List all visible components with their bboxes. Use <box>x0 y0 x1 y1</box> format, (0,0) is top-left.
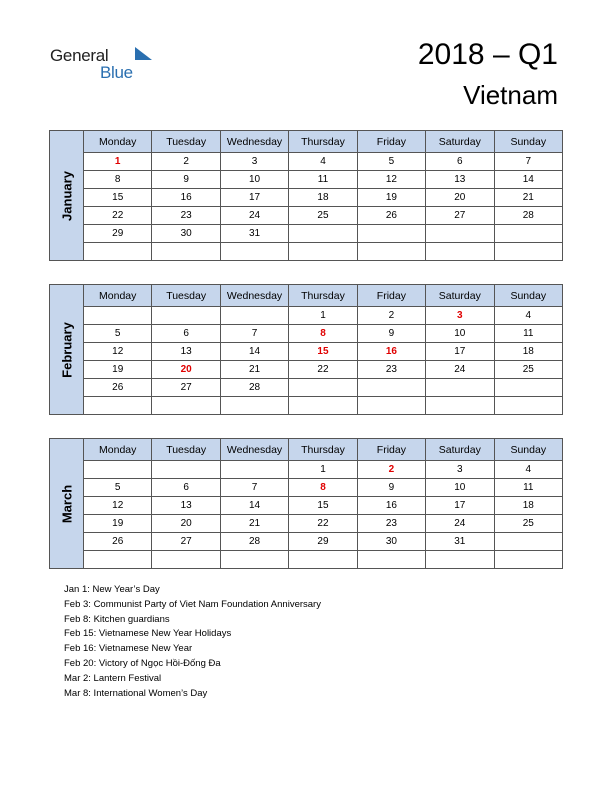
weekday-header: Saturday <box>426 131 494 153</box>
day-cell <box>494 243 562 261</box>
day-cell: 3 <box>426 307 494 325</box>
month-name: February <box>59 321 74 378</box>
day-cell <box>426 225 494 243</box>
day-cell: 27 <box>152 533 220 551</box>
month-label-cell <box>50 439 84 569</box>
day-cell: 27 <box>426 207 494 225</box>
day-cell: 1 <box>289 307 357 325</box>
day-cell: 13 <box>152 497 220 515</box>
day-cell: 4 <box>494 461 562 479</box>
day-cell: 18 <box>289 189 357 207</box>
day-cell: 13 <box>426 171 494 189</box>
day-cell: 11 <box>494 325 562 343</box>
day-cell: 3 <box>426 461 494 479</box>
page-title: 2018 – Q1 <box>417 38 558 71</box>
day-cell: 9 <box>357 479 425 497</box>
day-cell: 25 <box>289 207 357 225</box>
day-cell: 24 <box>426 515 494 533</box>
holiday-note: Feb 3: Communist Party of Viet Nam Foundation Anniversary <box>64 598 321 610</box>
day-cell: 28 <box>220 533 288 551</box>
week-row <box>50 515 563 533</box>
week-row <box>50 307 563 325</box>
day-cell <box>357 379 425 397</box>
week-row <box>50 479 563 497</box>
day-cell <box>220 397 288 415</box>
day-cell: 8 <box>289 325 357 343</box>
day-cell: 27 <box>152 379 220 397</box>
day-cell <box>426 243 494 261</box>
day-cell <box>152 397 220 415</box>
weekday-header: Saturday <box>426 285 494 307</box>
day-cell: 20 <box>152 361 220 379</box>
day-cell: 22 <box>289 515 357 533</box>
day-cell: 1 <box>289 461 357 479</box>
day-cell: 9 <box>152 171 220 189</box>
day-cell: 26 <box>357 207 425 225</box>
day-cell: 12 <box>84 343 152 361</box>
month-calendar-february <box>49 284 563 415</box>
day-cell: 20 <box>426 189 494 207</box>
day-cell: 9 <box>357 325 425 343</box>
weekday-header: Wednesday <box>220 131 288 153</box>
day-cell: 8 <box>84 171 152 189</box>
day-cell: 6 <box>152 325 220 343</box>
day-cell <box>84 461 152 479</box>
week-row <box>50 171 563 189</box>
day-cell: 2 <box>357 307 425 325</box>
week-row <box>50 343 563 361</box>
day-cell: 15 <box>289 497 357 515</box>
country-name: Vietnam <box>463 80 558 110</box>
day-cell: 5 <box>84 325 152 343</box>
day-cell: 26 <box>84 533 152 551</box>
day-cell: 1 <box>84 153 152 171</box>
brand-logo <box>50 44 150 84</box>
month-name: March <box>59 484 74 523</box>
month-label-cell <box>50 131 84 261</box>
day-cell: 5 <box>357 153 425 171</box>
calendar-table <box>49 438 563 569</box>
day-cell: 19 <box>84 515 152 533</box>
day-cell: 26 <box>84 379 152 397</box>
day-cell <box>426 379 494 397</box>
day-cell <box>152 243 220 261</box>
day-cell: 3 <box>220 153 288 171</box>
day-cell: 5 <box>84 479 152 497</box>
logo-blue-text: Blue <box>100 63 133 82</box>
day-cell: 16 <box>357 497 425 515</box>
calendar-table <box>49 284 563 415</box>
day-cell: 30 <box>357 533 425 551</box>
day-cell: 10 <box>426 325 494 343</box>
month-calendar-march <box>49 438 563 569</box>
day-cell: 22 <box>289 361 357 379</box>
week-row <box>50 397 563 415</box>
month-label-cell <box>50 285 84 415</box>
holiday-note: Feb 16: Vietnamese New Year <box>64 643 193 655</box>
holiday-note: Feb 20: Victory of Ngọc Hồi-Đống Đa <box>64 657 221 669</box>
weekday-header: Thursday <box>289 439 357 461</box>
week-row <box>50 207 563 225</box>
week-row <box>50 243 563 261</box>
day-cell: 10 <box>220 171 288 189</box>
calendar-table <box>49 130 563 261</box>
day-cell: 21 <box>220 361 288 379</box>
day-cell <box>494 551 562 569</box>
weekday-header-row <box>50 439 563 461</box>
day-cell: 23 <box>152 207 220 225</box>
day-cell: 29 <box>289 533 357 551</box>
day-cell <box>494 533 562 551</box>
day-cell: 12 <box>84 497 152 515</box>
day-cell <box>152 307 220 325</box>
day-cell: 25 <box>494 515 562 533</box>
day-cell <box>152 461 220 479</box>
day-cell <box>220 243 288 261</box>
logo-general-text: General <box>50 46 109 65</box>
day-cell: 31 <box>426 533 494 551</box>
day-cell: 15 <box>84 189 152 207</box>
day-cell: 28 <box>494 207 562 225</box>
holiday-note: Jan 1: New Year’s Day <box>64 584 160 595</box>
day-cell <box>494 397 562 415</box>
holiday-note: Mar 2: Lantern Festival <box>64 672 162 684</box>
day-cell <box>494 225 562 243</box>
day-cell: 31 <box>220 225 288 243</box>
day-cell <box>220 461 288 479</box>
day-cell <box>84 243 152 261</box>
day-cell: 14 <box>220 497 288 515</box>
week-row <box>50 497 563 515</box>
day-cell <box>152 551 220 569</box>
holiday-note: Feb 15: Vietnamese New Year Holidays <box>64 628 232 640</box>
day-cell: 24 <box>220 207 288 225</box>
day-cell <box>357 225 425 243</box>
weekday-header: Sunday <box>494 131 562 153</box>
week-row <box>50 461 563 479</box>
weekday-header: Tuesday <box>152 439 220 461</box>
weekday-header-row <box>50 131 563 153</box>
week-row <box>50 225 563 243</box>
day-cell: 13 <box>152 343 220 361</box>
day-cell: 17 <box>426 497 494 515</box>
day-cell: 10 <box>426 479 494 497</box>
weekday-header: Thursday <box>289 131 357 153</box>
day-cell <box>357 243 425 261</box>
day-cell: 22 <box>84 207 152 225</box>
logo-flag-icon <box>135 47 152 60</box>
day-cell <box>289 397 357 415</box>
week-row <box>50 361 563 379</box>
day-cell <box>289 551 357 569</box>
day-cell <box>84 307 152 325</box>
day-cell <box>289 225 357 243</box>
day-cell: 30 <box>152 225 220 243</box>
day-cell: 29 <box>84 225 152 243</box>
weekday-header: Wednesday <box>220 439 288 461</box>
day-cell: 16 <box>152 189 220 207</box>
weekday-header: Tuesday <box>152 285 220 307</box>
day-cell <box>289 379 357 397</box>
week-row <box>50 551 563 569</box>
month-name: January <box>59 170 74 221</box>
week-row <box>50 533 563 551</box>
day-cell: 19 <box>84 361 152 379</box>
day-cell <box>426 551 494 569</box>
month-calendar-january <box>49 130 563 261</box>
day-cell: 8 <box>289 479 357 497</box>
day-cell: 23 <box>357 361 425 379</box>
day-cell: 17 <box>220 189 288 207</box>
weekday-header: Thursday <box>289 285 357 307</box>
weekday-header: Friday <box>357 439 425 461</box>
day-cell: 4 <box>494 307 562 325</box>
day-cell: 21 <box>494 189 562 207</box>
day-cell: 7 <box>220 325 288 343</box>
day-cell: 25 <box>494 361 562 379</box>
day-cell: 18 <box>494 343 562 361</box>
day-cell: 7 <box>220 479 288 497</box>
weekday-header: Friday <box>357 285 425 307</box>
day-cell: 16 <box>357 343 425 361</box>
day-cell: 20 <box>152 515 220 533</box>
weekday-header: Wednesday <box>220 285 288 307</box>
day-cell: 24 <box>426 361 494 379</box>
weekday-header: Monday <box>84 131 152 153</box>
day-cell: 11 <box>494 479 562 497</box>
day-cell: 18 <box>494 497 562 515</box>
weekday-header: Monday <box>84 439 152 461</box>
week-row <box>50 379 563 397</box>
day-cell: 7 <box>494 153 562 171</box>
day-cell <box>426 397 494 415</box>
day-cell: 23 <box>357 515 425 533</box>
week-row <box>50 325 563 343</box>
day-cell <box>84 551 152 569</box>
day-cell <box>220 307 288 325</box>
weekday-header: Sunday <box>494 439 562 461</box>
day-cell <box>357 397 425 415</box>
day-cell <box>289 243 357 261</box>
day-cell: 28 <box>220 379 288 397</box>
day-cell: 11 <box>289 171 357 189</box>
weekday-header: Sunday <box>494 285 562 307</box>
day-cell <box>84 397 152 415</box>
holiday-note: Feb 8: Kitchen guardians <box>64 613 170 625</box>
day-cell: 21 <box>220 515 288 533</box>
weekday-header-row <box>50 285 563 307</box>
day-cell: 4 <box>289 153 357 171</box>
weekday-header: Tuesday <box>152 131 220 153</box>
holiday-note: Mar 8: International Women’s Day <box>64 687 208 699</box>
weekday-header: Saturday <box>426 439 494 461</box>
week-row <box>50 153 563 171</box>
day-cell <box>220 551 288 569</box>
day-cell: 14 <box>494 171 562 189</box>
weekday-header: Monday <box>84 285 152 307</box>
day-cell: 19 <box>357 189 425 207</box>
day-cell: 2 <box>152 153 220 171</box>
day-cell: 2 <box>357 461 425 479</box>
day-cell: 6 <box>152 479 220 497</box>
week-row <box>50 189 563 207</box>
weekday-header: Friday <box>357 131 425 153</box>
day-cell <box>494 379 562 397</box>
day-cell: 12 <box>357 171 425 189</box>
day-cell: 15 <box>289 343 357 361</box>
day-cell: 17 <box>426 343 494 361</box>
day-cell: 14 <box>220 343 288 361</box>
holiday-notes <box>64 583 321 701</box>
day-cell <box>357 551 425 569</box>
day-cell: 6 <box>426 153 494 171</box>
